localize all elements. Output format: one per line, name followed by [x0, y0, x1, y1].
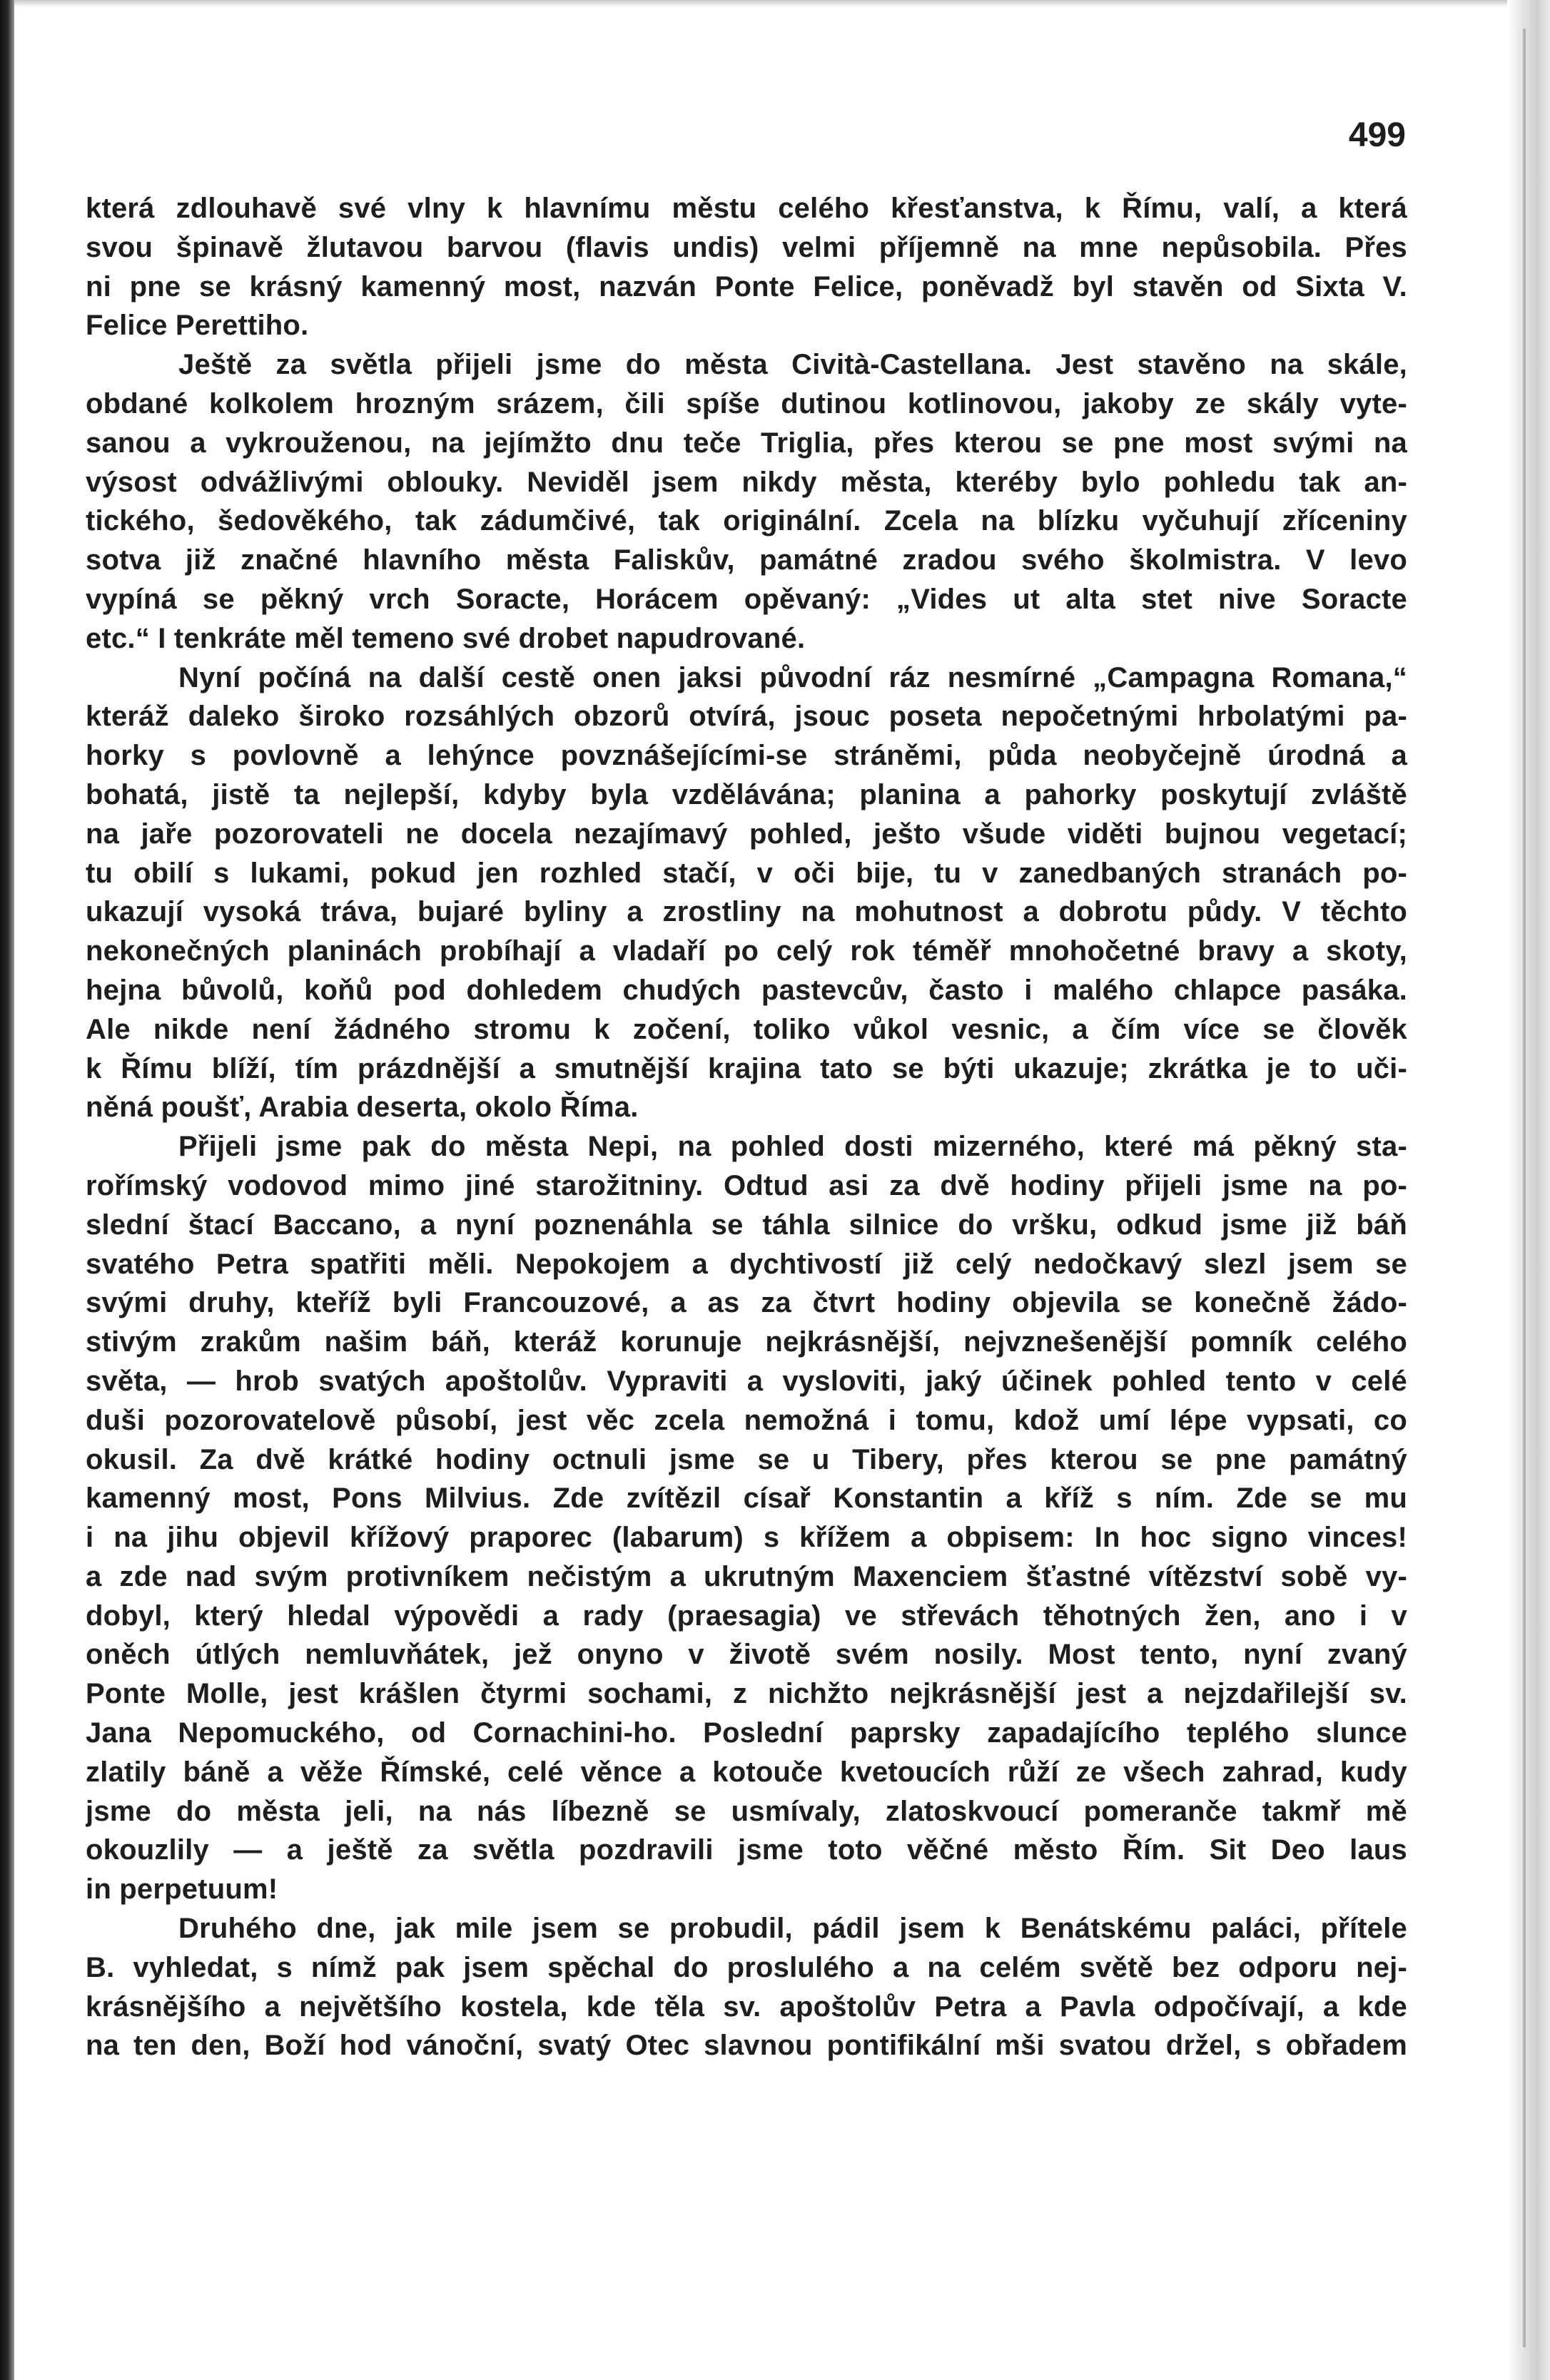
text-line: duši pozorovatelově působí, jest věc zcela nemožná i tomu, kdož umí lépe vypsati, co	[86, 1404, 1407, 1436]
text-line: Ale nikde není žádného stromu k zočení, toliko vůkol vesnic, a čím více se člověk	[86, 1013, 1407, 1045]
text-line: Nyní počíná na další cestě onen jaksi původní ráz nesmírné „Campagna Romana,“	[178, 661, 1407, 693]
text-line: vypíná se pěkný vrch Soracte, Horácem opěvaný: „Vides ut alta stet nive Soracte	[86, 583, 1407, 615]
text-line: jsme do města jeli, na nás líbezně se usmívaly, zlatoskvoucí pomeranče takmř mě	[86, 1795, 1407, 1827]
text-line: svatého Petra spatřiti měli. Nepokojem a dychtivostí již celý nedočkavý slezl jsem se	[86, 1248, 1407, 1280]
text-line: i na jihu objevil křížový praporec (labarum) s křížem a obpisem: In hoc signo vinces!	[86, 1522, 1407, 1554]
text-line: okouzlily — a ještě za světla pozdravili jsme toto věčné město Řím. Sit Deo laus	[86, 1834, 1407, 1866]
text-line: in perpetuum!	[86, 1873, 278, 1906]
text-line: tu obilí s lukami, pokud jen rozhled stačí, v oči bije, tu v zanedbaných stranách po-	[86, 857, 1407, 889]
text-line: svými druhy, kteříž byli Francouzové, a as za čtvrt hodiny objevila se konečně žádo-	[86, 1287, 1407, 1319]
text-line: B. vyhledat, s nímž pak jsem spěchal do proslulého a na celém světě bez odporu nej-	[86, 1951, 1407, 1983]
text-line: dobyl, který hledal výpovědi a rady (praesagia) ve střevách těhotných žen, ano i v	[86, 1600, 1407, 1632]
text-line: okusil. Za dvě krátké hodiny octnuli jsme se u Tibery, přes kterou se pne památný	[86, 1443, 1407, 1475]
text-line: sanou a vykrouženou, na jejímžto dnu teče Triglia, přes kterou se pne most svými na	[86, 427, 1407, 459]
text-line: výsost odvážlivými oblouky. Neviděl jsem nikdy města, kteréby bylo pohledu tak an-	[86, 466, 1407, 498]
text-line: kteráž daleko široko rozsáhlých obzorů otvírá, jsouc poseta nepočetnými hrbolatými pa-	[86, 701, 1407, 733]
text-line: horky s povlovně a lehýnce povznášejícími-se stráněmi, půda neobyčejně úrodná a	[86, 740, 1407, 772]
text-line: ni pne se krásný kamenný most, nazván Ponte Felice, poněvadž byl stavěn od Sixta V.	[86, 270, 1407, 302]
text-line: a zde nad svým protivníkem nečistým a ukrutným Maxenciem šťastné vítězství sobě vy-	[86, 1560, 1407, 1592]
text-line: Felice Perettiho.	[86, 310, 309, 342]
text-line: nekonečných planinách probíhají a vladaří po celý rok téměř mnohočetné bravy a skoty,	[86, 935, 1407, 967]
text-line: Ještě za světla přijeli jsme do města Cività-Castellana. Jest stavěno na skále,	[178, 349, 1407, 381]
book-binding-edge	[0, 0, 14, 2380]
text-line: oněch útlých nemluvňátek, jež onyno v životě svém nosily. Most tento, nyní zvaný	[86, 1639, 1407, 1671]
text-line: Přijeli jsme pak do města Nepi, na pohled dosti mizerného, které má pěkný sta-	[178, 1131, 1407, 1163]
text-line: na ten den, Boží hod vánoční, svatý Otec slavnou pontifikální mši svatou držel, s obřadem	[86, 2030, 1407, 2062]
text-line: světa, — hrob svatých apoštolův. Vypraviti a vysloviti, jaký účinek pohled tento v celé	[86, 1365, 1407, 1397]
text-line: rořímský vodovod mimo jiné starožitniny. Odtud asi za dvě hodiny přijeli jsme na po-	[86, 1169, 1407, 1201]
text-line: kamenný most, Pons Milvius. Zde zvítězil císař Konstantin a kříž s ním. Zde se mu	[86, 1483, 1407, 1515]
text-line: svou špinavě žlutavou barvou (flavis undis) velmi příjemně na mne nepůsobila. Přes	[86, 231, 1407, 263]
text-line: na jaře pozorovateli ne docela nezajímavý pohled, ješto všude viděti bujnou vegetací;	[86, 818, 1407, 850]
text-line: etc.“ I tenkráte měl temeno své drobet napudrované.	[86, 622, 806, 654]
text-line: Ponte Molle, jest krášlen čtyrmi sochami, z nichžto nejkrásnější jest a nejzdařilejší sv.	[86, 1678, 1407, 1710]
text-line: slední štací Baccano, a nyní poznenáhla se táhla silnice do vršku, odkud jsme již báň	[86, 1209, 1407, 1241]
text-line: obdané kolkolem hrozným srázem, čili spíše dutinou kotlinovou, jakoby ze skály vyte-	[86, 387, 1407, 419]
page-top-edge	[0, 0, 1550, 7]
text-line: Jana Nepomuckého, od Cornachini-ho. Poslední paprsky zapadajícího teplého slunce	[86, 1717, 1407, 1749]
page-right-fold-line	[1523, 29, 1526, 2347]
text-line: bohatá, jistě ta nejlepší, kdyby byla vzdělávána; planina a pahorky poskytují zvláště	[86, 778, 1407, 810]
text-line: zlatily báně a věže Římské, celé věnce a kotouče kvetoucích růží ze všech zahrad, kudy	[86, 1756, 1407, 1788]
text-line: k Římu blíží, tím prázdnější a smutnější krajina tato se býti ukazuje; zkrátka je to uči-	[86, 1052, 1407, 1084]
text-line: tického, šedověkého, tak zádumčivé, tak originální. Zcela na blízku vyčuhují zříceniny	[86, 505, 1407, 537]
text-line: něná poušť, Arabia deserta, okolo Říma.	[86, 1092, 639, 1124]
text-line: sotva již značné hlavního města Faliskův, památné zradou svého školmistra. V levo	[86, 544, 1407, 576]
text-line: krásnějšího a největšího kostela, kde těla sv. apoštolův Petra a Pavla odpočívají, a kde	[86, 1990, 1407, 2023]
page-right-edge	[1507, 0, 1550, 2380]
text-line: ukazují vysoká tráva, bujaré byliny a zrostliny na mohutnost a dobrotu půdy. V těchto	[86, 896, 1407, 928]
text-line: hejna bůvolů, koňů pod dohledem chudých pastevcův, často i malého chlapce pasáka.	[86, 974, 1407, 1006]
page-number: 499	[1348, 116, 1406, 154]
body-text	[86, 189, 1407, 2237]
text-line: Druhého dne, jak mile jsem se probudil, pádil jsem k Benátskému paláci, přítele	[178, 1913, 1407, 1945]
text-line: která zdlouhavě své vlny k hlavnímu městu celého křesťanstva, k Římu, valí, a která	[86, 193, 1407, 224]
text-line: stivým zrakům našim báň, kteráž korunuje nejkrásnější, nejvznešenější pomník celého	[86, 1326, 1407, 1358]
